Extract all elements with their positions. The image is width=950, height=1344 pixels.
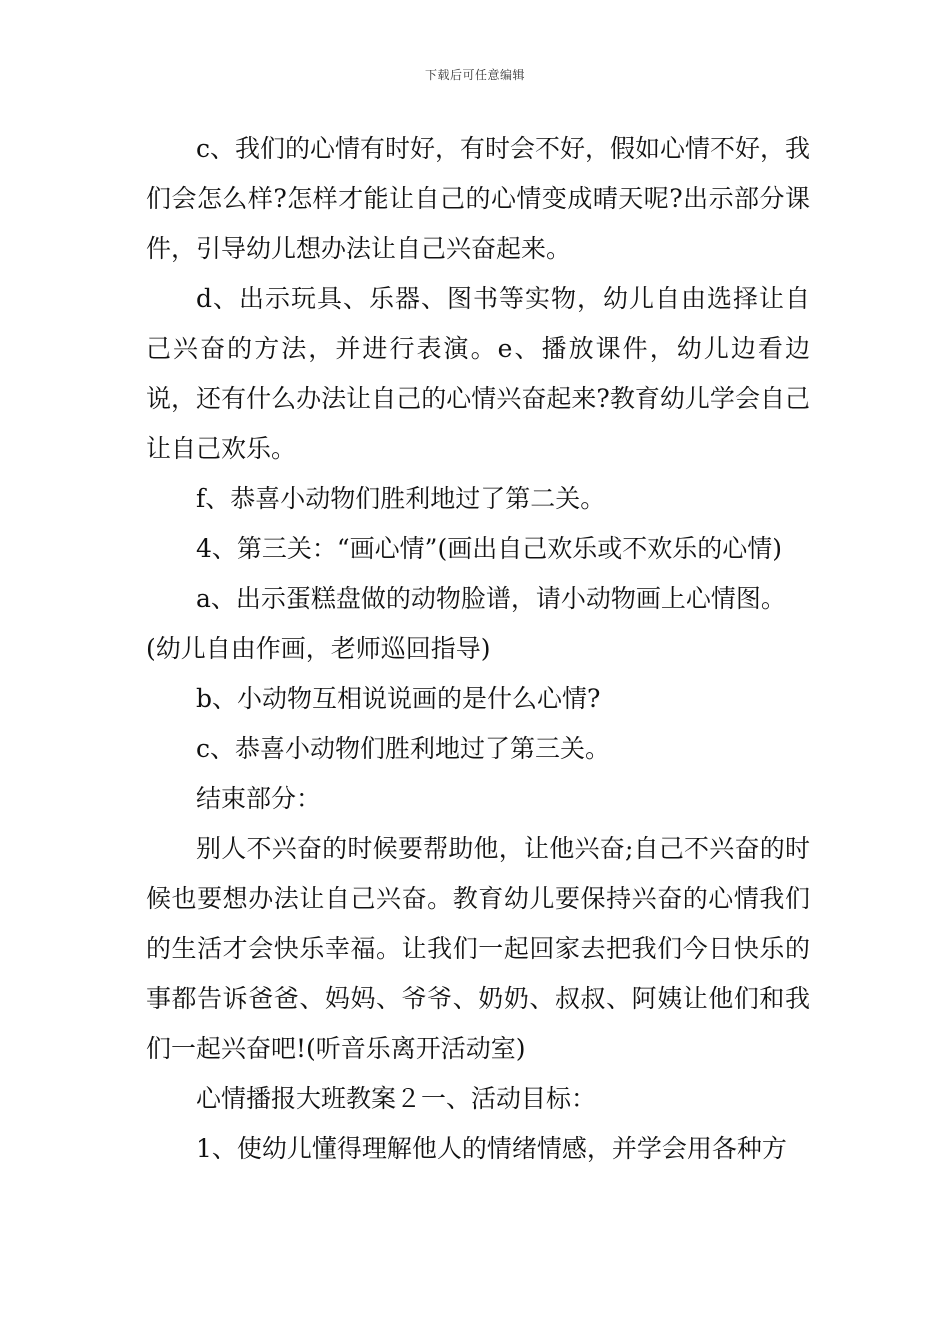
paragraph-lesson-2-title: 心情播报大班教案２一、活动目标： (196, 1084, 597, 1113)
document-body (146, 124, 810, 1174)
paragraph-d-toys: d、出示玩具、乐器、图书等实物，幼儿自由选择让自己兴奋的方法，并进行表演。e、播放课件，幼儿边看边说，还有什么办法让自己的心情兴奋起来?教育幼儿学会自己让自己欢乐。 (146, 284, 810, 463)
paragraph-free-drawing: (幼儿自由作画，老师巡回指导) (146, 634, 491, 663)
paragraph-ending-body: 别人不兴奋的时候要帮助他，让他兴奋;自己不兴奋的时候也要想办法让自己兴奋。教育幼儿要保持兴奋的心情我们的生活才会快乐幸福。让我们一起回家去把我们今日快乐的事都告诉爸爸、妈妈、爷爷、奶奶、叔叔、阿姨让他们和我们一起兴奋吧!(听音乐离开活动室) (146, 834, 810, 1063)
paragraph-c-third-level: c、恭喜小动物们胜利地过了第三关。 (196, 734, 611, 763)
paragraph-goal-1: 1、使幼儿懂得理解他人的情绪情感，并学会用各种方 (196, 1134, 787, 1163)
paragraph-third-level: 4、第三关：“画心情”(画出自己欢乐或不欢乐的心情) (196, 534, 782, 563)
paragraph-b-talk: b、小动物互相说说画的是什么心情? (196, 684, 601, 713)
paragraph-f-second-level: f、恭喜小动物们胜利地过了第二关。 (196, 484, 606, 513)
page-header: 下载后可任意编辑 (424, 68, 525, 82)
paragraph-a-face-masks: a、出示蛋糕盘做的动物脸谱，请小动物画上心情图。 (196, 584, 786, 613)
paragraph-c-mood: c、我们的心情有时好，有时会不好，假如心情不好，我们会怎么样?怎样才能让自己的心情变成晴天呢?出示部分课件，引导幼儿想办法让自己兴奋起来。 (146, 134, 811, 263)
paragraph-ending-heading: 结束部分： (196, 784, 322, 813)
